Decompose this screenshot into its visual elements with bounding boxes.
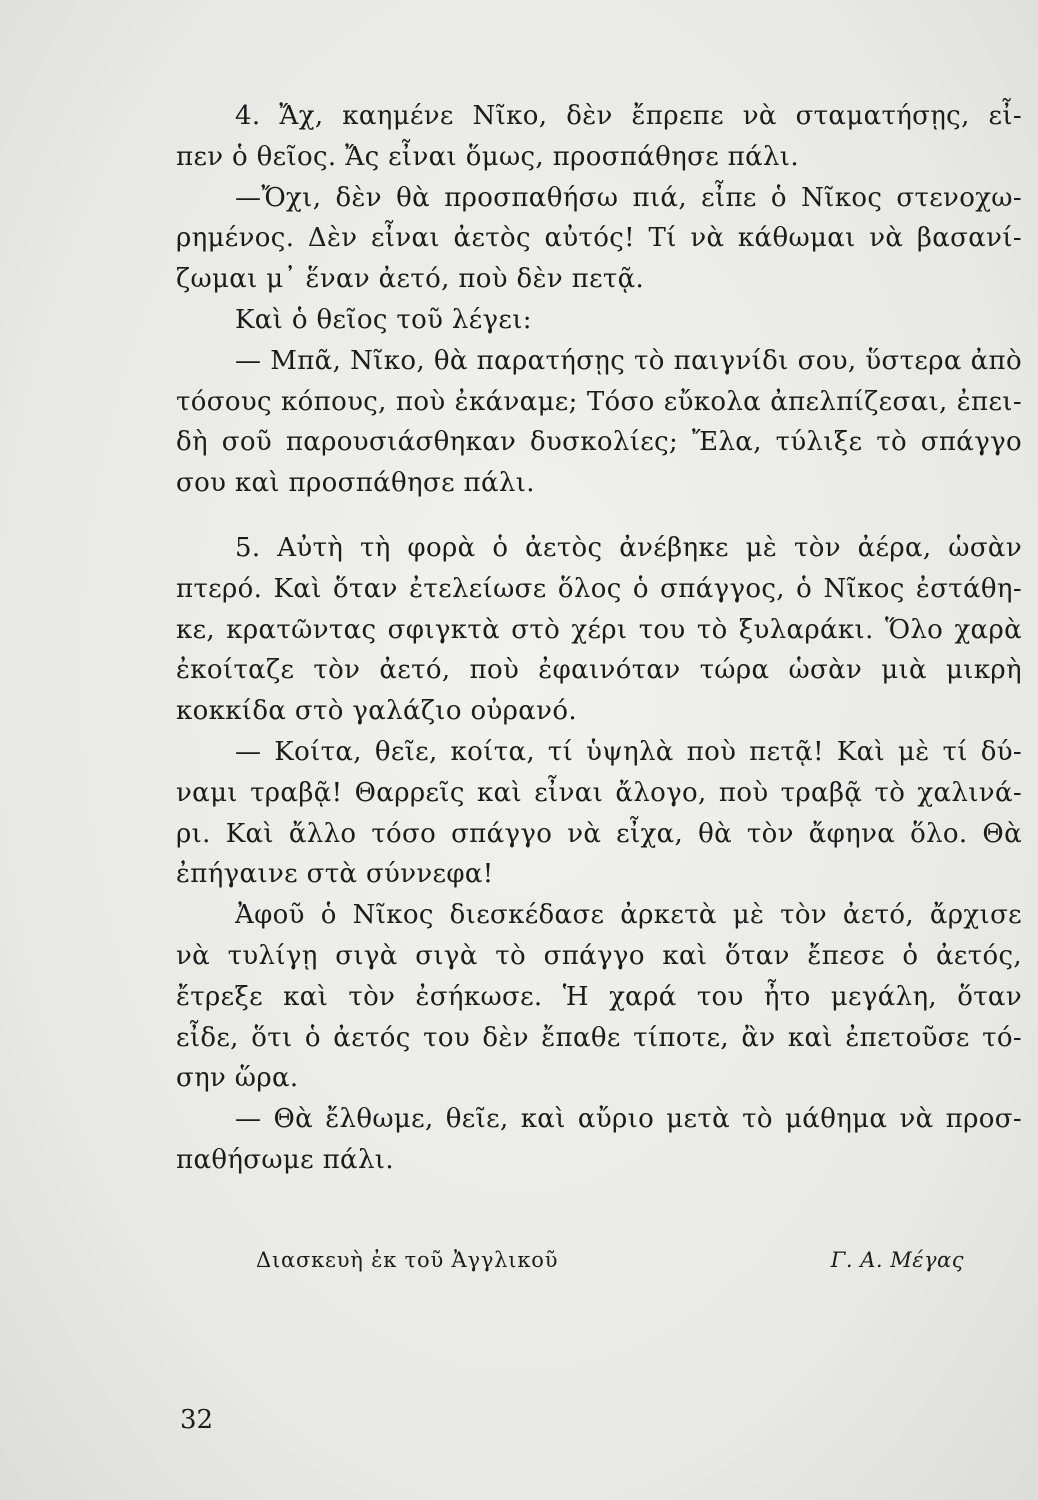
text-line: ἐκοίταζε τὸν ἀετό, ποὺ ἐφαινόταν τώρα ὡσὰν μιὰ μικρὴ — [176, 655, 1022, 686]
text-line: 4. Ἄχ, καημένε Νῖκο, δὲν ἔπρεπε νὰ σταματήσῃς, εἶ- — [235, 101, 1022, 131]
text-line: Ἀφοῦ ὁ Νῖκος διεσκέδασε ἀρκετὰ μὲ τὸν ἀετό, ἄρχισε — [235, 900, 1022, 931]
page-number: 32 — [180, 1405, 214, 1435]
attribution-source: Διασκευὴ ἐκ τοῦ Ἀγγλικοῦ — [256, 1248, 559, 1272]
section-5 — [176, 528, 1022, 1181]
text-line: ναμι τραβᾷ! Θαρρεῖς καὶ εἶναι ἄλογο, ποὺ τραβᾷ τὸ χαλινά- — [176, 777, 1022, 808]
text-line: πτερό. Καὶ ὅταν ἐτελείωσε ὅλος ὁ σπάγγος, ὁ Νῖκος ἐστάθη- — [176, 573, 1022, 604]
body-text — [176, 96, 1022, 1181]
text-line: —Ὄχι, δὲν θὰ προσπαθήσω πιά, εἶπε ὁ Νῖκος στενοχω- — [235, 182, 1022, 213]
text-line: — Θὰ ἔλθωμε, θεῖε, καὶ αὔριο μετὰ τὸ μάθημα νὰ προσ- — [235, 1104, 1022, 1135]
text-line: ρημένος. Δὲν εἶναι ἀετὸς αὐτός! Τί νὰ κάθωμαι νὰ βασανί- — [176, 223, 1022, 254]
text-line: δὴ σοῦ παρουσιάσθηκαν δυσκολίες; Ἔλα, τύλιξε τὸ σπάγγο — [176, 427, 1022, 458]
text-line: κοκκίδα στὸ γαλάζιο οὐρανό. — [176, 696, 577, 727]
text-line: εἶδε, ὅτι ὁ ἀετός του δὲν ἔπαθε τίποτε, ἂν καὶ ἐπετοῦσε τό- — [176, 1022, 1022, 1053]
text-line: σου καὶ προσπάθησε πάλι. — [176, 468, 535, 499]
text-line: ρι. Καὶ ἄλλο τόσο σπάγγο νὰ εἶχα, θὰ τὸν ἄφηνα ὅλο. Θὰ — [176, 818, 1022, 849]
text-line: 5. Αὐτὴ τὴ φορὰ ὁ ἀετὸς ἀνέβηκε μὲ τὸν ἀέρα, ὡσὰν — [235, 532, 1022, 563]
text-line: παθήσωμε πάλι. — [176, 1144, 394, 1175]
text-line: — Κοίτα, θεῖε, κοίτα, τί ὑψηλὰ ποὺ πετᾷ! Καὶ μὲ τί δύ- — [235, 736, 1022, 767]
text-line: τόσους κόπους, ποὺ ἐκάναμε; Τόσο εὔκολα ἀπελπίζεσαι, ἐπει- — [176, 386, 1022, 417]
text-line: ἔτρεξε καὶ τὸν ἐσήκωσε. Ἡ χαρά του ἦτο μεγάλη, ὅταν — [176, 981, 1022, 1012]
attribution — [256, 1240, 964, 1280]
section-4 — [176, 96, 1022, 504]
text-line: Καὶ ὁ θεῖος τοῦ λέγει: — [235, 304, 532, 335]
text-line: ἐπήγαινε στὰ σύννεφα! — [176, 859, 494, 890]
text-line: — Μπᾶ, Νῖκο, θὰ παρατήσῃς τὸ παιγνίδι σου, ὕστερα ἀπὸ — [235, 345, 1022, 376]
text-line: νὰ τυλίγῃ σιγὰ σιγὰ τὸ σπάγγο καὶ ὅταν ἔπεσε ὁ ἀετός, — [176, 940, 1022, 971]
attribution-author: Γ. Α. Μέγας — [830, 1248, 964, 1272]
text-line: κε, κρατῶντας σφιγκτὰ στὸ χέρι του τὸ ξυλαράκι. Ὅλο χαρὰ — [176, 614, 1022, 645]
text-line: πεν ὁ θεῖος. Ἄς εἶναι ὅμως, προσπάθησε πάλι. — [176, 141, 799, 172]
text-line: σην ὥρα. — [176, 1063, 299, 1094]
text-line: ζωμαι μ᾿ ἕναν ἀετό, ποὺ δὲν πετᾷ. — [176, 264, 645, 295]
